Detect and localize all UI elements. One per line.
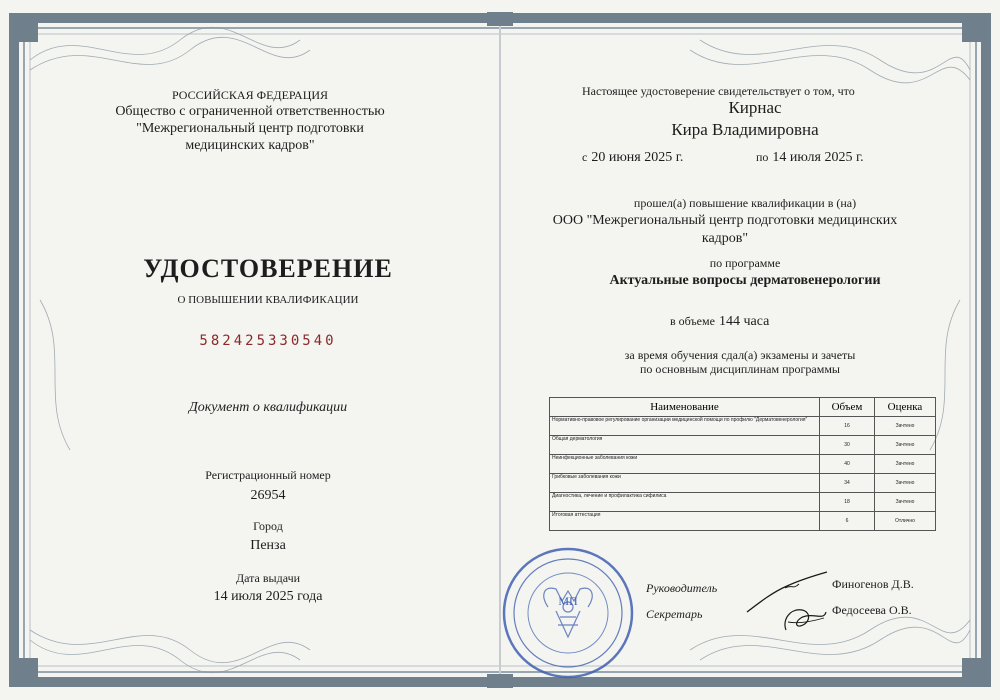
row-hours: 34: [820, 474, 875, 493]
row-hours: 16: [820, 417, 875, 436]
table-row: [550, 474, 936, 493]
header-hours: Объем: [820, 398, 875, 417]
header-grade: Оценка: [875, 398, 936, 417]
secretary-signature: [780, 600, 830, 636]
row-grade: Отлично: [875, 512, 936, 531]
reg-number: 26954: [250, 488, 286, 503]
doc-title: УДОСТОВЕРЕНИЕ: [143, 254, 393, 283]
surname: Кирнас: [728, 98, 782, 117]
reg-label: Регистрационный номер: [205, 468, 331, 482]
row-hours: 30: [820, 436, 875, 455]
row-name: Диагностика, лечение и профилактика сифилиса: [550, 493, 820, 512]
full-name: Кира Владимировна: [671, 120, 819, 139]
city: Пенза: [250, 538, 286, 553]
org-line-2: "Межрегиональный центр подготовки: [136, 121, 364, 136]
row-hours: 40: [820, 455, 875, 474]
exams-line-1: за время обучения сдал(а) экзамены и зачеты: [624, 348, 856, 362]
to-date: 14 июля 2025 г.: [772, 150, 864, 165]
volume: [670, 312, 769, 330]
table-row: [550, 455, 936, 474]
table-row: [550, 417, 936, 436]
to-prefix: по: [756, 150, 769, 164]
date-label: Дата выдачи: [235, 571, 301, 585]
org-right-line-2: кадров": [701, 231, 749, 246]
from-date: 20 июня 2025 г.: [591, 150, 684, 165]
secretary-name: Федосеева О.В.: [832, 603, 912, 617]
table-header-row: [550, 398, 936, 417]
row-name: Общая дерматология: [550, 436, 820, 455]
row-name: Итоговая аттестация: [550, 512, 820, 531]
doc-type: Документ о квалификации: [188, 400, 348, 415]
row-grade: Зачтено: [875, 436, 936, 455]
program-label: по программе: [709, 256, 781, 270]
table-row: [550, 493, 936, 512]
org-right-line-1: ООО "Межрегиональный центр подготовки медицинских: [552, 213, 898, 228]
row-grade: Зачтено: [875, 417, 936, 436]
issue-date: 14 июля 2025 года: [213, 589, 323, 604]
row-grade: Зачтено: [875, 493, 936, 512]
from-prefix: с: [582, 150, 588, 164]
volume-prefix: в объеме: [670, 314, 715, 328]
row-grade: Зачтено: [875, 455, 936, 474]
row-hours: 18: [820, 493, 875, 512]
seal-stamp: [500, 545, 636, 681]
row-name: Нормативно-правовое регулирование организации медицинской помощи по профилю "Дерматовенерология": [550, 417, 820, 436]
head-name: Финогенов Д.В.: [832, 577, 914, 591]
volume-hours: 144 часа: [718, 314, 770, 329]
org-line-1: Общество с ограниченной ответственностью: [115, 104, 385, 119]
passed-text: прошел(а) повышение квалификации в (на): [633, 196, 857, 210]
row-name: Грибковые заболевания кожи: [550, 474, 820, 493]
seal-label: МП: [558, 594, 578, 608]
city-label: Город: [253, 519, 283, 533]
secretary-label: Секретарь: [646, 607, 703, 621]
header-name: Наименование: [550, 398, 820, 417]
org-line-3: медицинских кадров": [185, 138, 315, 153]
grades-table: [549, 397, 936, 531]
row-hours: 6: [820, 512, 875, 531]
row-grade: Зачтено: [875, 474, 936, 493]
head-label: Руководитель: [646, 581, 718, 595]
intro-text: Настоящее удостоверение свидетельствует о том, что: [582, 84, 855, 98]
period-from: [582, 148, 683, 166]
country-label: РОССИЙСКАЯ ФЕДЕРАЦИЯ: [171, 88, 329, 102]
table-row: [550, 512, 936, 531]
program-name: Актуальные вопросы дерматовенерологии: [609, 273, 881, 288]
row-name: Неинфекционные заболевания кожи: [550, 455, 820, 474]
exams-line-2: по основным дисциплинам программы: [639, 362, 840, 376]
serial-number: 582425330540: [199, 333, 337, 349]
doc-subtitle: О ПОВЫШЕНИИ КВАЛИФИКАЦИИ: [177, 294, 359, 306]
table-row: [550, 436, 936, 455]
period-to: [756, 148, 864, 166]
